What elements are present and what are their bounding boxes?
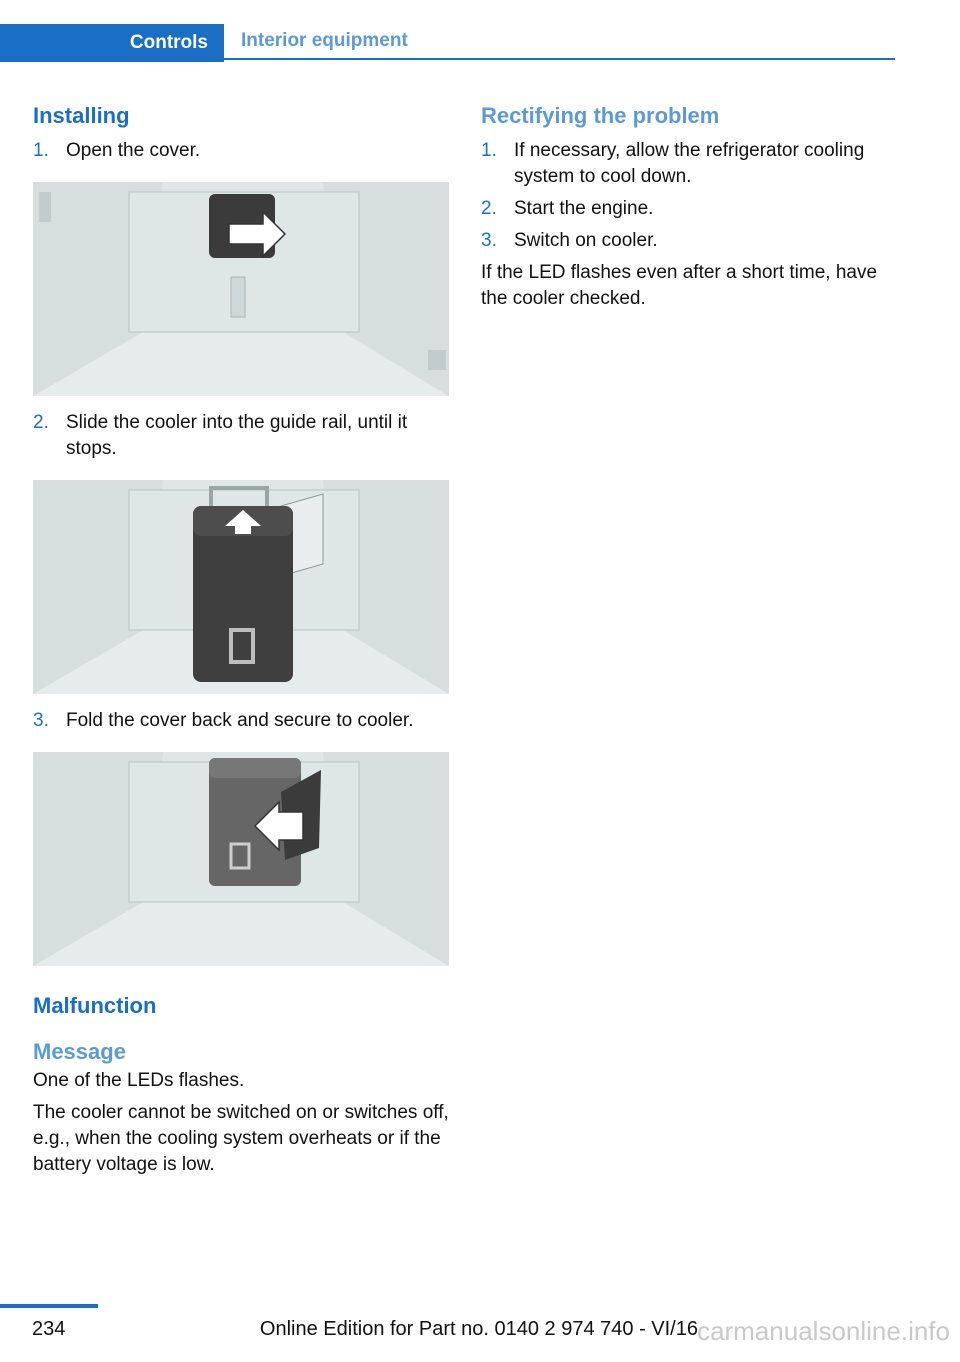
figure-fold-cover	[33, 752, 449, 966]
malfunction-heading: Malfunction	[33, 993, 157, 1018]
step-text: Switch on cooler.	[514, 230, 658, 251]
message-subheading: Message	[33, 1039, 126, 1064]
watermark: carmanualsonline.info	[697, 1316, 950, 1346]
step-text: Slide the cooler into the guide rail, until it stops.	[66, 412, 408, 459]
right-column	[481, 100, 896, 312]
step-text: Open the cover.	[66, 140, 201, 161]
page-number: 234	[32, 1318, 66, 1340]
footer-rule	[0, 1304, 98, 1308]
section-tab[interactable]: Controls	[0, 24, 224, 62]
rectifying-heading: Rectifying the problem	[481, 103, 720, 128]
rectifying-step-2	[481, 196, 896, 222]
step-text: Fold the cover back and secure to cooler.	[66, 710, 414, 731]
step-number: 1.	[33, 140, 49, 161]
rectifying-step-1	[481, 138, 896, 190]
page-header	[0, 24, 895, 62]
step-number: 3.	[481, 230, 497, 251]
installing-step-2	[33, 410, 449, 462]
rectifying-step-3	[481, 228, 896, 254]
malfunction-text-1: One of the LEDs flashes.	[33, 1070, 245, 1091]
left-column	[33, 100, 449, 1178]
step-text: If necessary, allow the refrigerator cooling system to cool down.	[514, 140, 865, 187]
installing-step-1	[33, 138, 449, 164]
figure-slide-cooler	[33, 480, 449, 694]
step-number: 1.	[481, 140, 497, 161]
installing-step-3	[33, 708, 449, 734]
step-number: 2.	[33, 412, 49, 433]
malfunction-text-2: The cooler cannot be switched on or switches off, e.g., when the cooling system overheats or if the battery voltage is low.	[33, 1102, 449, 1175]
figure-open-cover	[33, 182, 449, 396]
chapter-tab[interactable]: Interior equipment	[224, 24, 895, 60]
step-number: 2.	[481, 198, 497, 219]
installing-heading: Installing	[33, 103, 130, 128]
step-text: Start the engine.	[514, 198, 654, 219]
rectifying-note: If the LED flashes even after a short time, have the cooler checked.	[481, 262, 878, 309]
edition-text: Online Edition for Part no. 0140 2 974 740 - VI/16	[259, 1318, 698, 1340]
step-number: 3.	[33, 710, 49, 731]
